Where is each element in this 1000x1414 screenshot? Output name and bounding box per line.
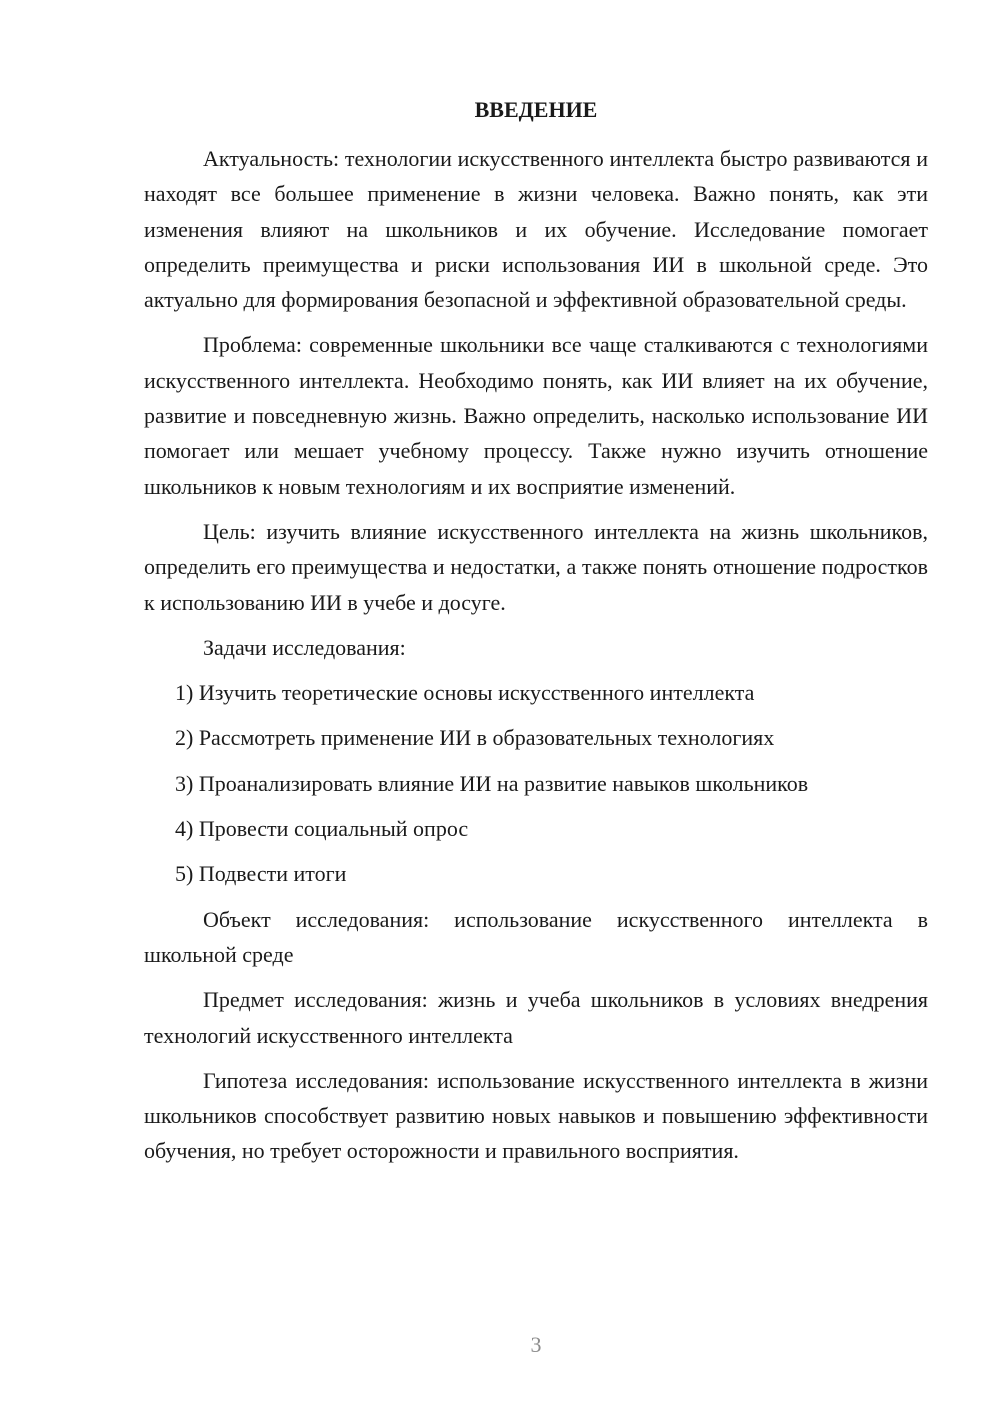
document-page	[144, 92, 928, 1179]
paragraph-object: Объект исследования: использование искусственного интеллекта в школьной среде	[144, 906, 928, 967]
paragraph-hypothesis: Гипотеза исследования: использование искусственного интеллекта в жизни школьников способствует развитию новых навыков и повышению эффективности обучения, но требует осторожности и правильного восприятия.	[144, 1067, 928, 1164]
list-item: 3) Проанализировать влияние ИИ на развитие навыков школьников	[175, 770, 809, 796]
tasks-list	[144, 675, 928, 891]
tasks-heading: Задачи исследования:	[203, 634, 406, 660]
list-item: 4) Провести социальный опрос	[175, 816, 469, 842]
paragraph-relevance: Актуальность: технологии искусственного интеллекта быстро развиваются и находят все большее применение в жизни человека. Важно понять, как эти изменения влияют на школьников и их обучение. Исследование помогает определить преимущества и риски использования ИИ в школьной среде. Это актуально для формирования безопасной и эффективной образовательной среды.	[144, 146, 928, 313]
page-number: 3	[530, 1332, 542, 1357]
paragraph-goal: Цель: изучить влияние искусственного интеллекта на жизнь школьников, определить его преимущества и недостатки, а также понять отношение подростков к использованию ИИ в учебе и досуге.	[144, 518, 928, 615]
paragraph-subject: Предмет исследования: жизнь и учеба школьников в условиях внедрения технологий искусственного интеллекта	[144, 987, 928, 1048]
list-item: 1) Изучить теоретические основы искусственного интеллекта	[175, 680, 755, 706]
list-item: 5) Подвести итоги	[175, 861, 347, 887]
page-title: ВВЕДЕНИЕ	[474, 97, 598, 122]
list-item: 2) Рассмотреть применение ИИ в образовательных технологиях	[175, 725, 775, 751]
paragraph-problem: Проблема: современные школьники все чаще сталкиваются с технологиями искусственного интеллекта. Необходимо понять, как ИИ влияет на их обучение, развитие и повседневную жизнь. Важно определить, насколько использование ИИ помогает или мешает учебному процессу. Также нужно изучить отношение школьников к новым технологиям и их восприятие изменений.	[144, 332, 928, 499]
